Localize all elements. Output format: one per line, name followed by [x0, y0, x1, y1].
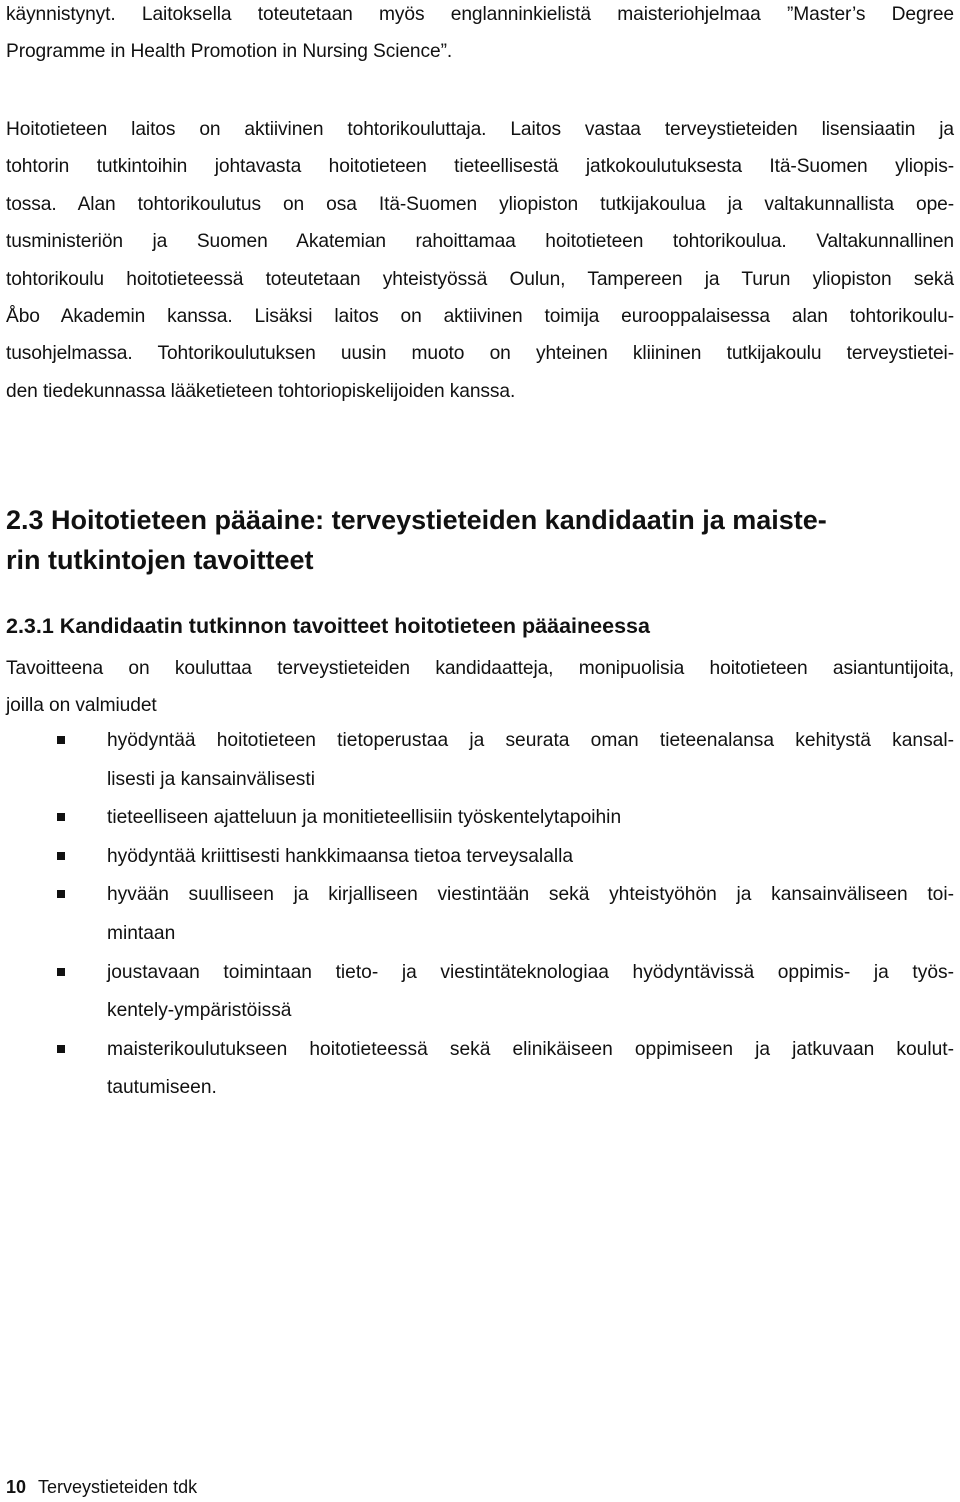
subsection-heading: 2.3.1 Kandidaatin tutkinnon tavoitteet hoitotieteen pääaineessa	[6, 614, 650, 638]
list-item: tieteelliseen ajatteluun ja monitieteellisiin työskentelytapoihin	[0, 799, 954, 838]
list-item: hyvään suulliseen ja kirjalliseen viestintään sekä yhteistyöhön ja kansainväliseen toi- mintaan	[0, 876, 954, 953]
doctoral-education-paragraph	[6, 111, 954, 410]
intro-paragraph	[6, 0, 954, 71]
goals-list	[0, 722, 960, 1108]
page-number: 10	[6, 1477, 27, 1497]
section-heading: 2.3 Hoitotieteen pääaine: terveystieteiden kandidaatin ja maiste- rin tutkintojen tavoitteet	[6, 505, 827, 575]
list-item: hyödyntää kriittisesti hankkimaansa tietoa terveysalalla	[0, 838, 954, 877]
text-line: den tiedekunnassa lääketieteen tohtoriopiskelijoiden kanssa.	[6, 380, 516, 402]
text-line: joilla on valmiudet	[6, 695, 157, 717]
text-line: tusohjelmassa. Tohtorikoulutuksen uusin muoto on yhteinen kliininen tutkijakoulu terveystietei-	[6, 343, 954, 365]
square-bullet-icon	[57, 1045, 65, 1053]
square-bullet-icon	[57, 890, 65, 898]
text-line: Åbo Akademin kanssa. Lisäksi laitos on aktiivinen toimija eurooppalaisessa alan tohtorikoulu-	[6, 306, 954, 328]
running-title: Terveystieteiden tdk	[38, 1477, 198, 1497]
text-line: käynnistynyt. Laitoksella toteutetaan myös englanninkielistä maisteriohjelmaa ”Master’s Degree	[6, 4, 954, 25]
text-line: tohtorin tutkintoihin johtavasta hoitotieteen tieteellisestä jatkokoulutuksesta Itä-Suomen yliopis-	[6, 156, 954, 178]
text-line: Hoitotieteen laitos on aktiivinen tohtorikouluttaja. Laitos vastaa terveystieteiden lisensiaatin ja	[6, 119, 954, 140]
goals-intro-paragraph	[6, 650, 954, 725]
text-line: tusministeriön ja Suomen Akatemian rahoittamaa hoitotieteen tohtorikoulua. Valtakunnallinen	[6, 231, 954, 253]
text-line: Tavoitteena on kouluttaa terveystieteiden kandidaatteja, monipuolisia hoitotieteen asiantuntijoita,	[6, 658, 954, 679]
list-item: joustavaan toimintaan tieto- ja viestintäteknologiaa hyödyntävissä oppimis- ja työs- kentely-ympäristöissä	[0, 954, 954, 1031]
text-line: Programme in Health Promotion in Nursing Science”.	[6, 41, 453, 63]
square-bullet-icon	[57, 968, 65, 976]
list-item: maisterikoulutukseen hoitotieteessä sekä elinikäiseen oppimiseen ja jatkuvaan koulut- tautumiseen.	[0, 1031, 954, 1108]
square-bullet-icon	[57, 736, 65, 744]
list-item: hyödyntää hoitotieteen tietoperustaa ja seurata oman tieteenalansa kehitystä kansal- lisesti ja kansainvälisesti	[0, 722, 954, 799]
text-line: tohtorikoulu hoitotieteessä toteutetaan yhteistyössä Oulun, Tampereen ja Turun yliopiston sekä	[6, 268, 954, 290]
text-line: tossa. Alan tohtorikoulutus on osa Itä-Suomen yliopiston tutkijakoulua ja valtakunnallista ope-	[6, 193, 954, 215]
page-footer	[6, 1476, 197, 1498]
square-bullet-icon	[57, 852, 65, 860]
square-bullet-icon	[57, 813, 65, 821]
